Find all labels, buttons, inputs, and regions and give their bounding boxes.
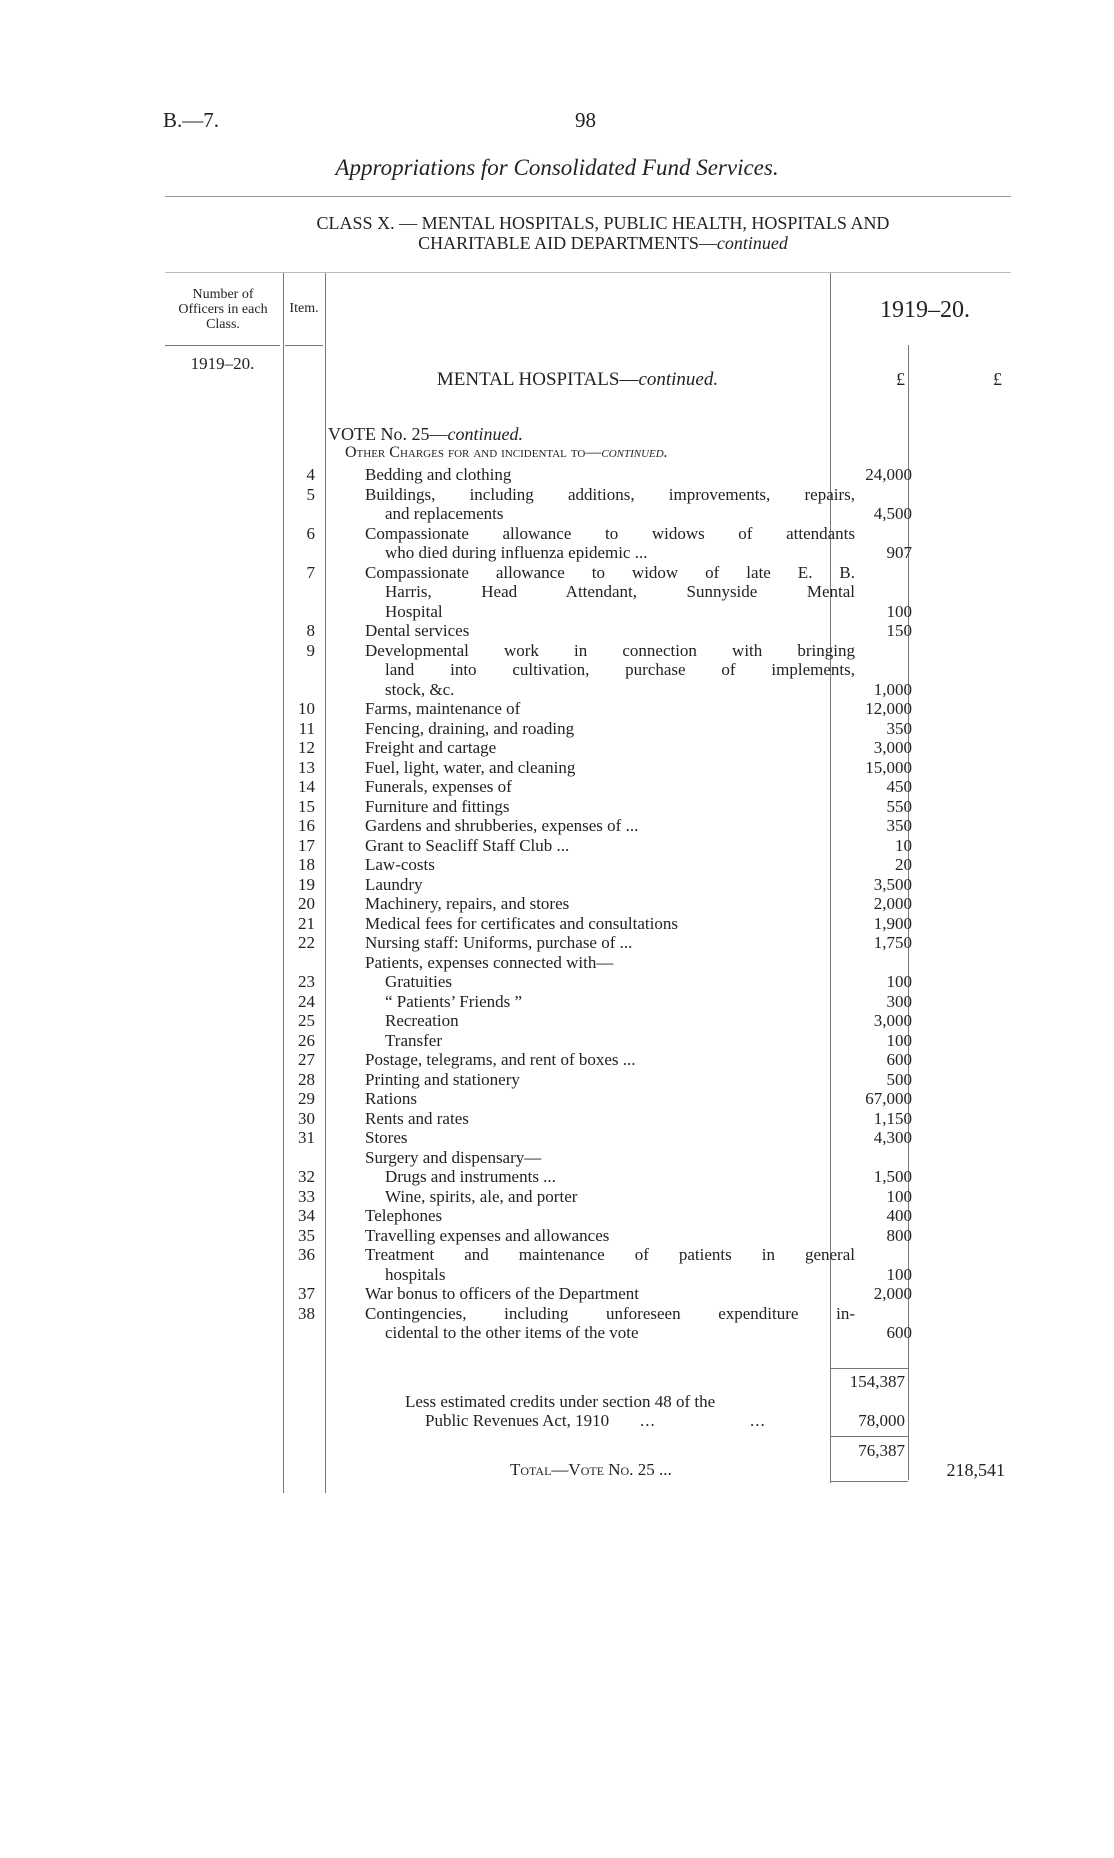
item-description-line: “ Patients’ Friends ” (385, 991, 523, 1011)
item-description-line: Patients, expenses connected with— (365, 952, 614, 972)
item-description (365, 1128, 855, 1148)
item-description-line: hospitals (385, 1264, 446, 1284)
item-amount: 100 (886, 972, 912, 991)
item-description (365, 1070, 855, 1090)
item-description-line: Furniture and fittings (365, 796, 510, 816)
item-number: 30 (298, 1108, 315, 1128)
item-amount: 600 (886, 1323, 912, 1342)
item-amount: 20 (895, 855, 912, 874)
vote-total-label: Total—Vote No. 25 ... (510, 1460, 672, 1479)
item-description (365, 953, 855, 973)
item-row (280, 1206, 910, 1226)
item-amount: 150 (886, 621, 912, 640)
item-description-line: Stores (365, 1128, 408, 1147)
item-row (280, 738, 910, 758)
item-description-line: Bedding and clothing (365, 465, 512, 484)
currency-symbol-total: £ (993, 369, 1002, 389)
item-row (280, 933, 910, 953)
item-description (385, 972, 855, 992)
item-row (280, 797, 910, 817)
item-description-line: Nursing staff: Uniforms, purchase of ... (365, 933, 633, 952)
vote-title: VOTE No. 25—continued. (328, 424, 523, 444)
item-number: 4 (306, 465, 315, 484)
item-row (280, 563, 910, 622)
item-description-line: and replacements (385, 504, 504, 523)
item-amount: 100 (886, 1186, 912, 1206)
item-description (365, 1148, 855, 1168)
item-description (365, 1089, 855, 1109)
item-description-line: Rents and rates (365, 1108, 469, 1128)
item-number: 37 (298, 1284, 315, 1303)
item-number: 6 (306, 523, 315, 543)
item-description (365, 1304, 855, 1343)
item-row (280, 641, 910, 700)
item-row (280, 914, 910, 934)
item-row (280, 1089, 910, 1109)
item-row (280, 836, 910, 856)
item-row (280, 875, 910, 895)
item-amount: 1,900 (873, 913, 912, 933)
item-row (280, 485, 910, 524)
item-description-line: Law-costs (365, 855, 435, 874)
item-row (280, 1070, 910, 1090)
item-description (385, 1011, 855, 1031)
item-description (365, 524, 855, 563)
item-amount: 500 (886, 1069, 912, 1089)
item-amount: 600 (886, 1050, 912, 1069)
item-description (365, 914, 855, 934)
item-row (280, 621, 910, 641)
officers-column-heading: Number of Officers in each Class. (178, 287, 268, 332)
item-number: 22 (298, 933, 315, 952)
item-number: 27 (298, 1050, 315, 1069)
item-description (365, 797, 855, 817)
item-description-line: Laundry (365, 874, 423, 894)
item-description-line: Dental services (365, 621, 470, 640)
item-row (280, 524, 910, 563)
item-amount: 300 (886, 991, 912, 1011)
item-description (365, 1245, 855, 1284)
item-description (365, 699, 855, 719)
item-row (280, 1187, 910, 1207)
item-description (365, 621, 855, 641)
gross-total: 154,387 (849, 1372, 905, 1391)
item-amount: 12,000 (865, 699, 912, 718)
item-description (365, 933, 855, 953)
item-number: 26 (298, 1030, 315, 1050)
item-number: 38 (298, 1303, 315, 1323)
item-row (280, 1050, 910, 1070)
item-description-line: Machinery, repairs, and stores (365, 894, 570, 913)
item-description (365, 1284, 855, 1304)
item-description-line: Drugs and instruments ... (385, 1167, 556, 1186)
item-row (280, 1011, 910, 1031)
item-amount: 4,300 (873, 1128, 912, 1147)
item-description-line: Compassionate allowance to widow of late E. B. (365, 562, 855, 582)
item-number: 36 (298, 1245, 315, 1264)
item-description (365, 816, 855, 836)
item-number: 8 (306, 621, 315, 640)
item-description-line: Compassionate allowance to widows of attendants (365, 523, 855, 543)
item-row (280, 758, 910, 778)
item-description (365, 1226, 855, 1246)
item-amount: 10 (895, 835, 912, 855)
item-description-line: who died during influenza epidemic ... (385, 543, 648, 562)
item-description-line: Postage, telegrams, and rent of boxes ... (365, 1050, 636, 1069)
item-description-line: Medical fees for certificates and consultations (365, 913, 678, 933)
item-description-line: Developmental work in connection with bringing (365, 640, 855, 660)
header-rule (165, 196, 1011, 197)
item-row (280, 1284, 910, 1304)
section-title: MENTAL HOSPITALS—continued. (436, 369, 719, 390)
item-amount: 1,000 (873, 679, 912, 699)
item-description (385, 1187, 855, 1207)
item-description-line: War bonus to officers of the Department (365, 1284, 640, 1303)
class-heading-line1: CLASS X. — MENTAL HOSPITALS, PUBLIC HEALTH, HOSPITALS AND (316, 213, 890, 233)
class-heading (163, 213, 1043, 253)
item-amount: 2,000 (873, 1284, 912, 1303)
item-description (385, 992, 855, 1012)
item-description-line: Grant to Seacliff Staff Club ... (365, 835, 570, 855)
item-number: 7 (306, 562, 315, 582)
item-number: 29 (298, 1089, 315, 1108)
item-number: 25 (298, 1011, 315, 1030)
item-description-line: Transfer (385, 1030, 442, 1050)
item-description (365, 641, 855, 700)
item-heading-rule (285, 345, 323, 346)
item-amount: 15,000 (865, 757, 912, 777)
item-amount: 400 (886, 1206, 912, 1225)
net-total: 76,387 (858, 1441, 905, 1460)
item-amount: 1,750 (873, 933, 912, 952)
item-number: 17 (298, 835, 315, 855)
item-number: 34 (298, 1206, 315, 1225)
item-number: 32 (298, 1167, 315, 1186)
item-description (365, 758, 855, 778)
item-description-line: Gratuities (385, 972, 453, 991)
item-description-line: Funerals, expenses of (365, 777, 512, 796)
class-heading-line2: CHARITABLE AID DEPARTMENTS—continued (418, 233, 788, 253)
item-description (385, 1167, 855, 1187)
item-description-line: Freight and cartage (365, 738, 497, 757)
item-description-line: Hospital (385, 601, 443, 621)
net-bottom-rule (830, 1481, 908, 1482)
item-number: 9 (306, 640, 315, 660)
item-row (280, 972, 910, 992)
item-row (280, 1304, 910, 1343)
item-row (280, 699, 910, 719)
item-number: 14 (298, 777, 315, 796)
item-description (365, 719, 855, 739)
item-amount: 67,000 (865, 1089, 912, 1108)
officers-heading-rule (165, 345, 280, 346)
item-description (365, 777, 855, 797)
item-description-line: cidental to the other items of the vote (385, 1323, 639, 1342)
item-description (365, 485, 855, 524)
item-row (280, 1167, 910, 1187)
item-description (365, 894, 855, 914)
item-row (280, 1031, 910, 1051)
credits-amount: 78,000 (858, 1411, 905, 1430)
item-amount: 100 (886, 601, 912, 621)
item-amount: 24,000 (865, 465, 912, 484)
item-column-heading: Item. (289, 301, 319, 316)
item-description (385, 1031, 855, 1051)
item-number: 35 (298, 1225, 315, 1245)
item-number: 24 (298, 991, 315, 1011)
item-description-line: Rations (365, 1089, 417, 1108)
less-credits-line2: Public Revenues Act, 1910 ... ... (425, 1411, 766, 1430)
item-description-line: Telephones (365, 1206, 443, 1225)
page-number: 98 (575, 108, 596, 132)
item-amount: 1,500 (873, 1167, 912, 1186)
item-row (280, 1128, 910, 1148)
currency-symbol-items: £ (896, 369, 905, 389)
item-amount: 100 (886, 1030, 912, 1050)
item-amount: 4,500 (873, 504, 912, 523)
item-description (365, 836, 855, 856)
item-row (280, 1226, 910, 1246)
item-description (365, 738, 855, 758)
item-number: 18 (298, 855, 315, 874)
item-description-line: Wine, spirits, ale, and porter (385, 1186, 578, 1206)
item-amount: 907 (886, 543, 912, 562)
item-amount: 450 (886, 777, 912, 796)
subtotal-rule (830, 1368, 908, 1369)
item-number: 33 (298, 1186, 315, 1206)
item-number: 31 (298, 1128, 315, 1147)
item-description-line: Recreation (385, 1011, 459, 1030)
less-credits-line1: Less estimated credits under section 48 of the (405, 1392, 716, 1411)
item-amount: 350 (886, 816, 912, 835)
item-amount: 3,000 (873, 738, 912, 757)
item-description (365, 1109, 855, 1129)
item-amount: 1,150 (873, 1108, 912, 1128)
item-description-line: Surgery and dispensary— (365, 1147, 542, 1167)
item-row (280, 777, 910, 797)
item-row (280, 953, 910, 973)
officers-year: 1919–20. (190, 354, 255, 373)
item-row (280, 1245, 910, 1284)
item-number: 5 (306, 484, 315, 504)
item-number: 15 (298, 796, 315, 816)
item-row (280, 1148, 910, 1168)
item-description-line: stock, &c. (385, 679, 455, 699)
item-number: 23 (298, 972, 315, 991)
charges-heading: Other Charges for and incidental to—continued. (345, 444, 668, 461)
item-row (280, 719, 910, 739)
document-code: B.—7. (163, 108, 220, 132)
item-amount: 100 (886, 1264, 912, 1284)
item-number: 28 (298, 1069, 315, 1089)
item-number: 16 (298, 816, 315, 835)
item-row (280, 992, 910, 1012)
item-number: 13 (298, 757, 315, 777)
item-row (280, 465, 910, 485)
item-amount: 2,000 (873, 894, 912, 913)
net-rule (830, 1436, 908, 1437)
item-amount: 3,500 (873, 874, 912, 894)
table-top-rule (165, 272, 1011, 273)
page-title: Appropriations for Consolidated Fund Services. (335, 155, 779, 180)
item-description-line: Farms, maintenance of (365, 699, 521, 718)
item-row (280, 894, 910, 914)
item-amount: 350 (886, 718, 912, 738)
item-number: 20 (298, 894, 315, 913)
item-description-line: Gardens and shrubberies, expenses of ... (365, 816, 639, 835)
item-description (365, 1206, 855, 1226)
grand-total: 218,541 (946, 1460, 1005, 1480)
item-number: 19 (298, 874, 315, 894)
item-description (365, 1050, 855, 1070)
item-amount: 550 (886, 796, 912, 816)
item-description-line: Printing and stationery (365, 1069, 520, 1089)
item-number: 12 (298, 738, 315, 757)
item-row (280, 816, 910, 836)
item-row (280, 1109, 910, 1129)
item-description (365, 563, 855, 622)
item-description-line: Contingencies, including unforeseen expenditure in- (365, 1303, 855, 1323)
item-description (365, 855, 855, 875)
item-number: 10 (298, 699, 315, 718)
year-column-heading: 1919–20. (880, 297, 970, 323)
item-description (365, 465, 855, 485)
item-description-line: Fuel, light, water, and cleaning (365, 757, 576, 777)
item-description-line: Buildings, including additions, improvements, repairs, (365, 484, 855, 504)
item-number: 21 (298, 913, 315, 933)
item-description-line: land into cultivation, purchase of implements, (385, 660, 855, 679)
item-number: 11 (298, 718, 315, 738)
item-description (365, 875, 855, 895)
item-description-line: Travelling expenses and allowances (365, 1225, 610, 1245)
item-amount: 3,000 (873, 1011, 912, 1030)
item-row (280, 855, 910, 875)
item-amount: 800 (886, 1225, 912, 1245)
item-description-line: Treatment and maintenance of patients in general (365, 1245, 855, 1264)
item-description-line: Fencing, draining, and roading (365, 718, 575, 738)
item-description-line: Harris, Head Attendant, Sunnyside Mental (385, 582, 855, 601)
